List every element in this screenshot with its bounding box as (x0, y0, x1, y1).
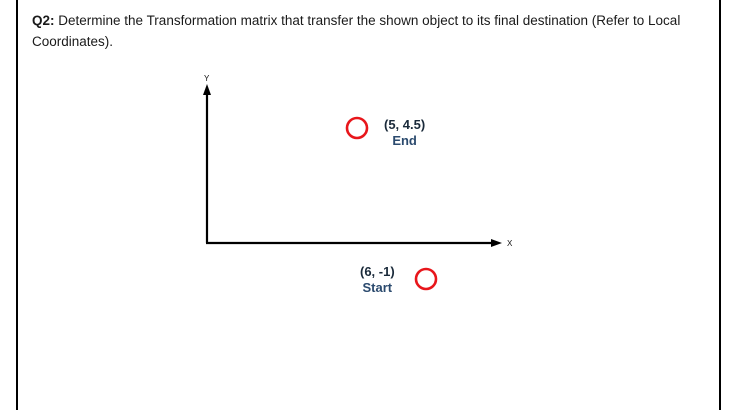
question-body: Determine the Transformation matrix that transfer the shown object to its final destination (Refer to Local Coordinates). (32, 13, 681, 49)
y-axis-label: Y (204, 74, 210, 83)
end-point-label (384, 117, 425, 149)
start-point-name: Start (362, 280, 393, 295)
end-point-coords: (5, 4.5) (384, 117, 426, 132)
x-axis-arrow (491, 239, 502, 247)
end-point-circle (347, 118, 367, 138)
start-point-label (360, 264, 395, 296)
question-number: Q2: (32, 13, 55, 28)
y-axis-arrow (203, 84, 211, 95)
start-point-coords: (6, -1) (360, 264, 395, 279)
x-axis-label: X (507, 239, 513, 248)
end-point-name: End (392, 133, 417, 148)
start-point-circle (416, 269, 436, 289)
